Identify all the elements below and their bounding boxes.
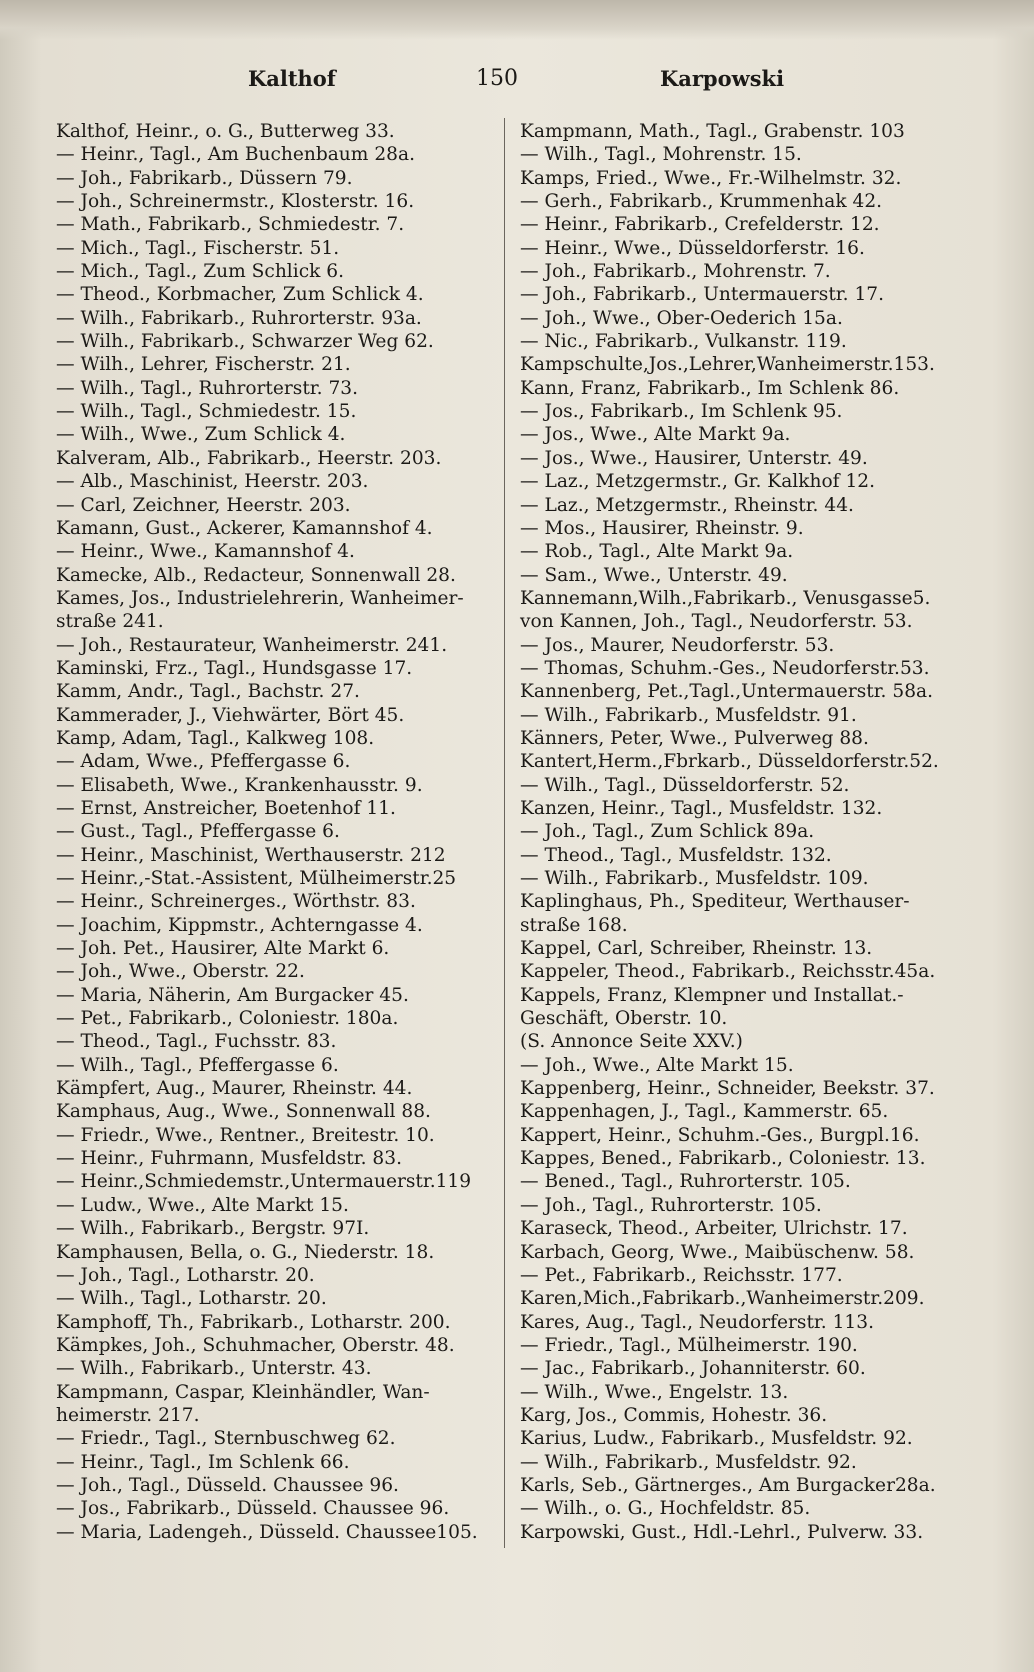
directory-entry: — Theod., Tagl., Musfeldstr. 132. [520, 844, 832, 866]
directory-entry: — Wilh., Fabrikarb., Unterstr. 43. [56, 1358, 372, 1380]
directory-entry: Kannemann,Wilh.,Fabrikarb., Venusgasse5. [520, 587, 931, 609]
directory-entry: — Jos., Fabrikarb., Düsseld. Chaussee 96. [56, 1498, 450, 1520]
directory-entry: — Joh., Tagl., Zum Schlick 89a. [520, 821, 815, 843]
header-right-word: Karpowski [660, 66, 785, 91]
directory-entry: Karls, Seb., Gärtnerges., Am Burgacker28a. [520, 1474, 936, 1496]
directory-entry: — Wilh., Fabrikarb., Musfeldstr. 91. [520, 704, 857, 726]
directory-entry: — Gust., Tagl., Pfeffergasse 6. [56, 821, 340, 843]
directory-entry: — Wilh., Fabrikarb., Bergstr. 97I. [56, 1218, 370, 1240]
directory-entry: — Bened., Tagl., Ruhrorterstr. 105. [520, 1171, 851, 1193]
directory-entry: — Adam, Wwe., Pfeffergasse 6. [56, 751, 351, 773]
directory-entry: — Mos., Hausirer, Rheinstr. 9. [520, 517, 804, 539]
directory-entry: Kamphausen, Bella, o. G., Niederstr. 18. [56, 1241, 435, 1263]
directory-entry: Kämpkes, Joh., Schuhmacher, Oberstr. 48. [56, 1334, 455, 1356]
directory-entry: — Joh., Fabrikarb., Untermauerstr. 17. [520, 284, 885, 306]
directory-entry: Kammerader, J., Viehwärter, Bört 45. [56, 704, 405, 726]
directory-entry: — Nic., Fabrikarb., Vulkanstr. 119. [520, 331, 847, 353]
directory-entry: — Carl, Zeichner, Heerstr. 203. [56, 494, 351, 516]
directory-entry: — Wilh., Fabrikarb., Ruhrorterstr. 93a. [56, 307, 422, 329]
directory-entry: — Wilh., Fabrikarb., Musfeldstr. 92. [520, 1451, 857, 1473]
directory-entry: Kappels, Franz, Klempner und Installat.- [520, 984, 904, 1006]
page-number: 150 [476, 66, 518, 91]
directory-entry: Kannenberg, Pet.,Tagl.,Untermauerstr. 58a. [520, 681, 934, 703]
directory-entry: Karpowski, Gust., Hdl.-Lehrl., Pulverw. 33. [520, 1521, 924, 1543]
directory-entry: Karg, Jos., Commis, Hohestr. 36. [520, 1404, 828, 1426]
directory-entry: Kares, Aug., Tagl., Neudorferstr. 113. [520, 1311, 874, 1333]
directory-entry: — Joh., Wwe., Alte Markt 15. [520, 1054, 794, 1076]
directory-entry: — Heinr., Wwe., Düsseldorferstr. 16. [520, 237, 865, 259]
directory-entry: — Wilh., Wwe., Engelstr. 13. [520, 1381, 789, 1403]
directory-entry: — Wilh., Tagl., Mohrenstr. 15. [520, 144, 802, 166]
directory-entry: straße 241. [56, 611, 164, 633]
directory-entry: — Jos., Maurer, Neudorferstr. 53. [520, 634, 835, 656]
directory-entry: Känners, Peter, Wwe., Pulverweg 88. [520, 727, 869, 749]
directory-entry: Kämpfert, Aug., Maurer, Rheinstr. 44. [56, 1078, 413, 1100]
directory-entry: von Kannen, Joh., Tagl., Neudorferstr. 53. [520, 611, 913, 633]
directory-entry: — Jos., Wwe., Hausirer, Unterstr. 49. [520, 447, 868, 469]
directory-entry: — Joachim, Kippmstr., Achterngasse 4. [56, 914, 423, 936]
directory-entry: — Pet., Fabrikarb., Reichsstr. 177. [520, 1264, 843, 1286]
directory-entry: — Maria, Ladengeh., Düsseld. Chaussee105. [56, 1521, 478, 1543]
directory-entry: — Wilh., Tagl., Lotharstr. 20. [56, 1288, 327, 1310]
directory-entry: — Wilh., Tagl., Düsseldorferstr. 52. [520, 774, 850, 796]
directory-entry: Kappenhagen, J., Tagl., Kammerstr. 65. [520, 1101, 889, 1123]
directory-entry: — Heinr., Fuhrmann, Musfeldstr. 83. [56, 1148, 402, 1170]
directory-entry: Kampmann, Caspar, Kleinhändler, Wan- [56, 1381, 430, 1403]
directory-entry: — Wilh., Fabrikarb., Schwarzer Weg 62. [56, 331, 434, 353]
directory-entry: — Friedr., Wwe., Rentner., Breitestr. 10. [56, 1124, 435, 1146]
directory-entry: — Wilh., Lehrer, Fischerstr. 21. [56, 354, 351, 376]
directory-entry: Kamann, Gust., Ackerer, Kamannshof 4. [56, 517, 433, 539]
directory-entry: — Wilh., Wwe., Zum Schlick 4. [56, 424, 346, 446]
directory-entry: Kappel, Carl, Schreiber, Rheinstr. 13. [520, 938, 873, 960]
directory-entry: — Joh. Pet., Hausirer, Alte Markt 6. [56, 938, 390, 960]
directory-entry: Karius, Ludw., Fabrikarb., Musfeldstr. 92. [520, 1428, 913, 1450]
directory-entry: Kantert,Herm.,Fbrkarb., Düsseldorferstr.52. [520, 751, 939, 773]
directory-entry: Kappert, Heinr., Schuhm.-Ges., Burgpl.16. [520, 1124, 920, 1146]
directory-entry: — Joh., Fabrikarb., Düssern 79. [56, 167, 353, 189]
directory-entry: — Rob., Tagl., Alte Markt 9a. [520, 541, 794, 563]
directory-entry: Kanzen, Heinr., Tagl., Musfeldstr. 132. [520, 797, 883, 819]
directory-entry: — Joh., Tagl., Düsseld. Chaussee 96. [56, 1474, 399, 1496]
directory-entry: — Heinr.,Schmiedemstr.,Untermauerstr.119 [56, 1171, 472, 1193]
right-column [520, 120, 978, 1544]
directory-entry: — Wilh., Tagl., Schmiedestr. 15. [56, 401, 357, 423]
directory-entry: Kames, Jos., Industrielehrerin, Wanheimer- [56, 587, 464, 609]
directory-entry: — Heinr., Wwe., Kamannshof 4. [56, 541, 355, 563]
directory-entry: — Jac., Fabrikarb., Johanniterstr. 60. [520, 1358, 866, 1380]
directory-entry: — Joh., Schreinermstr., Klosterstr. 16. [56, 191, 415, 213]
directory-entry: Kampmann, Math., Tagl., Grabenstr. 103 [520, 121, 905, 142]
directory-entry: — Laz., Metzgermstr., Rheinstr. 44. [520, 494, 854, 516]
directory-entry: — Heinr., Tagl., Im Schlenk 66. [56, 1451, 350, 1473]
directory-entry: Kaminski, Frz., Tagl., Hundsgasse 17. [56, 657, 413, 679]
directory-entry: — Wilh., o. G., Hochfeldstr. 85. [520, 1498, 811, 1520]
directory-entry: Kamphoff, Th., Fabrikarb., Lotharstr. 200. [56, 1311, 451, 1333]
directory-entry: — Gerh., Fabrikarb., Krummenhak 42. [520, 191, 883, 213]
directory-entry: Kamps, Fried., Wwe., Fr.-Wilhelmstr. 32. [520, 167, 902, 189]
directory-entry: — Thomas, Schuhm.-Ges., Neudorferstr.53. [520, 657, 930, 679]
directory-entry: — Joh., Fabrikarb., Mohrenstr. 7. [520, 261, 831, 283]
directory-entry: Karen,Mich.,Fabrikarb.,Wanheimerstr.209. [520, 1288, 925, 1310]
directory-entry: — Joh., Wwe., Oberstr. 22. [56, 961, 305, 983]
directory-entry: Karaseck, Theod., Arbeiter, Ulrichstr. 17. [520, 1218, 908, 1240]
directory-entry: Kalthof, Heinr., o. G., Butterweg 33. [56, 121, 395, 142]
directory-entry: — Maria, Näherin, Am Burgacker 45. [56, 984, 409, 1006]
column-divider [504, 118, 505, 1548]
directory-entry: — Alb., Maschinist, Heerstr. 203. [56, 471, 369, 493]
directory-entry: Kappenberg, Heinr., Schneider, Beekstr. 37. [520, 1078, 935, 1100]
directory-entry: heimerstr. 217. [56, 1404, 200, 1426]
directory-entry: Kann, Franz, Fabrikarb., Im Schlenk 86. [520, 377, 900, 399]
directory-entry: Kampschulte,Jos.,Lehrer,Wanheimerstr.153. [520, 354, 935, 376]
directory-entry: — Jos., Fabrikarb., Im Schlenk 95. [520, 401, 843, 423]
directory-entry: Kamphaus, Aug., Wwe., Sonnenwall 88. [56, 1101, 431, 1123]
directory-entry: Karbach, Georg, Wwe., Maibüschenw. 58. [520, 1241, 915, 1263]
directory-entry: — Math., Fabrikarb., Schmiedestr. 7. [56, 214, 405, 236]
page-header [0, 66, 1034, 102]
directory-entry: — Friedr., Tagl., Mülheimerstr. 190. [520, 1334, 858, 1356]
directory-entry: — Wilh., Tagl., Pfeffergasse 6. [56, 1054, 339, 1076]
scan-top-edge [0, 0, 1034, 40]
directory-entry: — Sam., Wwe., Unterstr. 49. [520, 564, 788, 586]
directory-entry: — Wilh., Tagl., Ruhrorterstr. 73. [56, 377, 359, 399]
directory-entry: — Mich., Tagl., Fischerstr. 51. [56, 237, 340, 259]
directory-entry: — Theod., Korbmacher, Zum Schlick 4. [56, 284, 424, 306]
directory-entry: Kamm, Andr., Tagl., Bachstr. 27. [56, 681, 360, 703]
directory-entry: — Heinr.,-Stat.-Assistent, Mülheimerstr.25 [56, 868, 457, 889]
directory-entry: — Joh., Tagl., Lotharstr. 20. [56, 1264, 315, 1286]
directory-entry: — Pet., Fabrikarb., Coloniestr. 180a. [56, 1008, 399, 1030]
header-left-word: Kalthof [248, 66, 336, 91]
directory-entry: Geschäft, Oberstr. 10. [520, 1008, 728, 1030]
directory-entry: — Wilh., Fabrikarb., Musfeldstr. 109. [520, 868, 869, 889]
directory-entry: Kaplinghaus, Ph., Spediteur, Werthauser- [520, 891, 910, 913]
directory-entry: — Ernst, Anstreicher, Boetenhof 11. [56, 797, 396, 819]
directory-entry: Kamecke, Alb., Redacteur, Sonnenwall 28. [56, 564, 456, 586]
directory-entry: — Friedr., Tagl., Sternbuschweg 62. [56, 1428, 396, 1450]
directory-entry: — Joh., Restaurateur, Wanheimerstr. 241. [56, 634, 448, 656]
directory-entry: — Heinr., Maschinist, Werthauserstr. 212 [56, 844, 446, 866]
directory-entry: — Jos., Wwe., Alte Markt 9a. [520, 424, 791, 446]
directory-entry: — Theod., Tagl., Fuchsstr. 83. [56, 1031, 337, 1053]
directory-entry: Kamp, Adam, Tagl., Kalkweg 108. [56, 727, 375, 749]
directory-entry: — Joh., Tagl., Ruhrorterstr. 105. [520, 1194, 822, 1216]
directory-entry: (S. Annonce Seite XXV.) [520, 1031, 743, 1053]
directory-entry: — Elisabeth, Wwe., Krankenhausstr. 9. [56, 774, 423, 796]
directory-entry: — Heinr., Schreinerges., Wörthstr. 83. [56, 891, 416, 913]
directory-entry: — Heinr., Fabrikarb., Crefelderstr. 12. [520, 214, 880, 236]
directory-entry: — Ludw., Wwe., Alte Markt 15. [56, 1194, 349, 1216]
directory-entry: Kalveram, Alb., Fabrikarb., Heerstr. 203. [56, 447, 442, 469]
directory-entry: — Heinr., Tagl., Am Buchenbaum 28a. [56, 144, 415, 166]
directory-entry: Kappes, Bened., Fabrikarb., Coloniestr. 13. [520, 1148, 926, 1170]
directory-entry: Kappeler, Theod., Fabrikarb., Reichsstr.45a. [520, 961, 936, 983]
directory-entry: — Mich., Tagl., Zum Schlick 6. [56, 261, 345, 283]
directory-entry: straße 168. [520, 914, 628, 936]
left-column [56, 120, 496, 1544]
directory-entry: — Laz., Metzgermstr., Gr. Kalkhof 12. [520, 471, 876, 493]
directory-entry: — Joh., Wwe., Ober-Oederich 15a. [520, 307, 843, 329]
